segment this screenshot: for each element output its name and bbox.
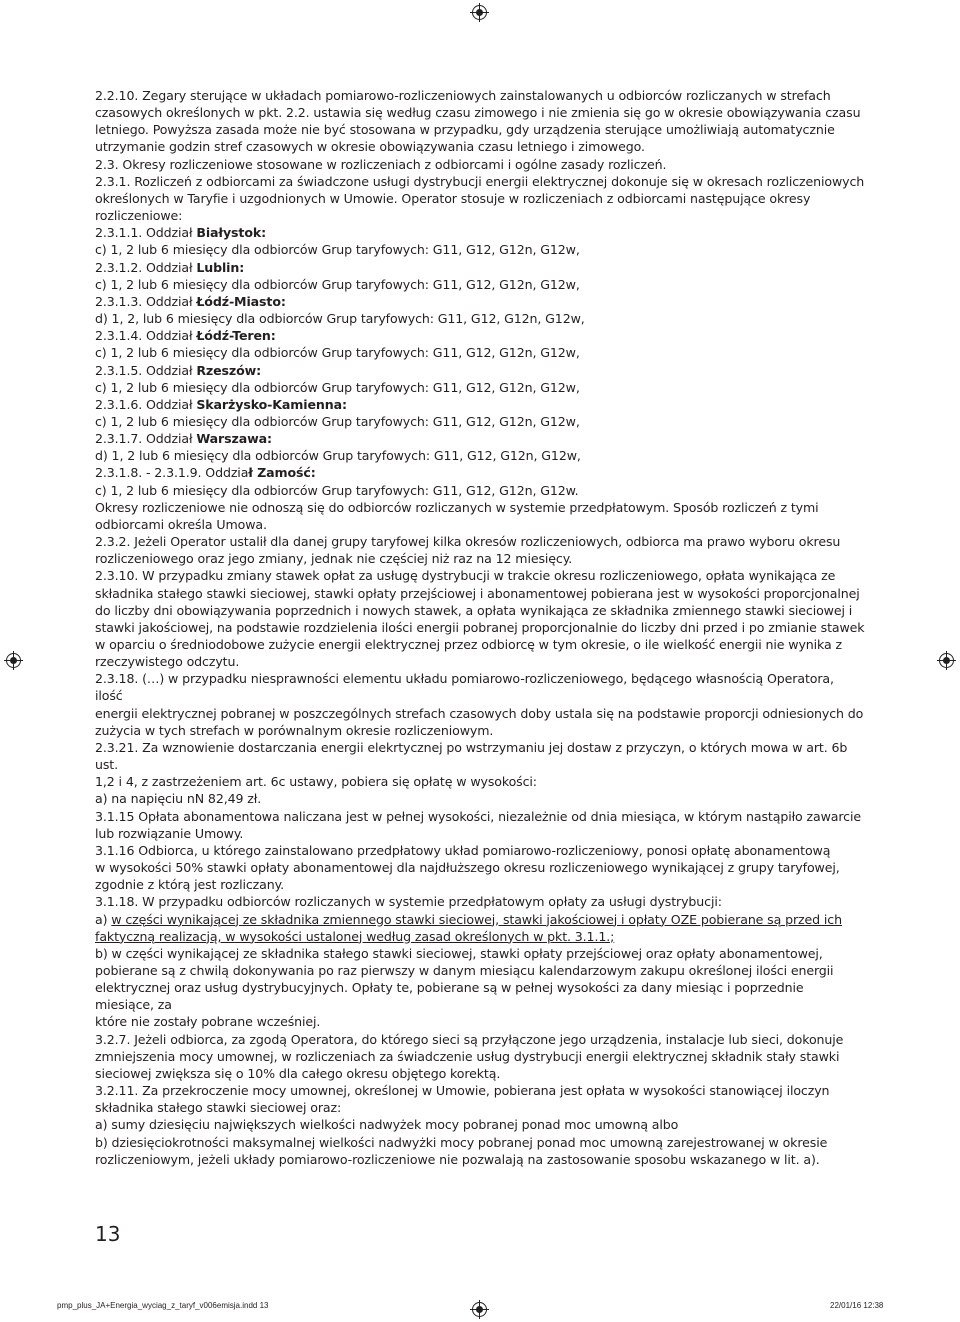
- text-segment: określonych w Taryfie i uzgodnionych w Umowie. Operator stosuje w rozliczeniach z odbiorcami następujące okresy: [95, 190, 811, 206]
- text-line: [95, 636, 865, 653]
- branch-name: Łódź-Teren:: [196, 328, 276, 344]
- text-line: [95, 207, 865, 224]
- text-segment: lub rozwiązanie Umowy.: [95, 825, 244, 841]
- text-segment: a) na napięciu nN 82,49 zł.: [95, 791, 262, 807]
- text-line: [95, 1031, 865, 1048]
- text-segment: rozliczeniowe:: [95, 208, 183, 224]
- text-segment: stawki jakościowej, na podstawie rozdzielenia ilości energii pobranej proporcjonalnie do liczby dni przed i po zmianie stawek: [95, 619, 865, 635]
- text-segment: 2.3.1.4. Oddział: [95, 328, 197, 344]
- text-segment: 2.3.1.7. Oddział: [95, 431, 197, 447]
- text-line: [95, 567, 865, 584]
- text-segment: c) 1, 2 lub 6 miesięcy dla odbiorców Grup taryfowych: G11, G12, G12n, G12w,: [95, 413, 580, 429]
- branch-name: Warszawa:: [196, 431, 272, 447]
- text-segment: zmniejszenia mocy umownej, w rozliczeniach za świadczenie usług dystrybucji energii elektrycznej składnik stały stawki: [95, 1048, 840, 1064]
- text-line: [95, 396, 865, 413]
- text-line: [95, 121, 865, 138]
- text-line: [95, 344, 865, 361]
- registration-target-icon: [472, 5, 487, 20]
- text-line: [95, 808, 865, 825]
- text-segment: w części wynikającej ze składnika zmiennego stawki sieciowej, stawki jakościowej i opłaty OZE pobierane są przed ich: [111, 911, 842, 927]
- text-line: [95, 1082, 865, 1099]
- branch-name: ł Zamość:: [248, 465, 316, 481]
- text-segment: 2.2.10. Zegary sterujące w układach pomiarowo-rozliczeniowych zainstalowanych u odbiorców rozliczanych w strefach: [95, 88, 831, 103]
- text-segment: zużycia w tych strefach w porównalnym okresie rozliczeniowym.: [95, 722, 494, 738]
- text-segment: utrzymanie godzin stref czasowych w okresie obowiązywania czasu letniego i zimowego.: [95, 139, 645, 155]
- text-segment: faktyczną realizacją, w wysokości ustalonej według zasad określonych w pkt. 3.1.1.;: [95, 928, 615, 944]
- text-line: [95, 516, 865, 533]
- slug-timestamp: 22/01/16 12:38: [830, 1301, 884, 1310]
- text-line: [95, 825, 865, 842]
- text-segment: 2.3.1.8. - 2.3.1.9. Oddzia: [95, 465, 249, 481]
- text-segment: które nie zostały pobrane wcześniej.: [95, 1014, 321, 1030]
- text-line: [95, 790, 865, 807]
- text-segment: zgodnie z którą jest rozliczany.: [95, 877, 285, 893]
- text-line: [95, 1048, 865, 1065]
- text-line: [95, 362, 865, 379]
- text-line: [95, 464, 865, 481]
- text-segment: 2.3.1.6. Oddział: [95, 396, 197, 412]
- text-line: [95, 379, 865, 396]
- text-segment: c) 1, 2 lub 6 miesięcy dla odbiorców Grup taryfowych: G11, G12, G12n, G12w,: [95, 379, 580, 395]
- registration-target-icon: [939, 653, 954, 668]
- text-line: [95, 739, 865, 773]
- text-segment: c) 1, 2 lub 6 miesięcy dla odbiorców Grup taryfowych: G11, G12, G12n, G12w.: [95, 482, 579, 498]
- text-segment: odbiorcami określa Umowa.: [95, 516, 267, 532]
- text-segment: w oparciu o średniodobowe zużycie energii elektrycznej przez odbiorcę w tym okresie, o ile wielkość energii nie wynika z: [95, 637, 842, 652]
- text-line: [95, 413, 865, 430]
- text-line: [95, 1013, 865, 1030]
- text-segment: b) dziesięciokrotności maksymalnej wielkości nadwyżki mocy pobranej ponad moc umowną zarejestrowanej w okresie: [95, 1134, 828, 1150]
- registration-target-icon: [472, 1302, 487, 1317]
- text-segment: 3.2.7. Jeżeli odbiorca, za zgodą Operatora, do którego sieci są przyłączone jego urządzenia, instalacje lub sieci, dokonuje: [95, 1031, 844, 1047]
- branch-name: Skarżysko-Kamienna:: [196, 396, 347, 412]
- text-segment: 2.3.21. Za wznowienie dostarczania energii elekrtycznej po wstrzymaniu jej dostaw z przyczyn, o których mowa w art. 6b ust.: [95, 739, 848, 773]
- text-line: [95, 911, 865, 928]
- text-line: [95, 773, 865, 790]
- text-segment: a) sumy dziesięciu największych wielkości nadwyżek mocy pobranej ponad moc umowną albo: [95, 1117, 679, 1133]
- text-segment: 2.3.1.3. Oddział: [95, 293, 197, 309]
- text-line: [95, 224, 865, 241]
- text-segment: rozliczeniowego oraz jego zmiany, jednak nie częściej niż raz na 12 miesięcy.: [95, 551, 573, 567]
- text-segment: 2.3.1.5. Oddział: [95, 362, 197, 378]
- text-line: [95, 138, 865, 155]
- text-line: [95, 1134, 865, 1151]
- text-segment: 2.3.2. Jeżeli Operator ustalił dla danej grupy taryfowej kilka okresów rozliczeniowych, odbiorca ma prawo wyboru okresu: [95, 534, 841, 550]
- text-line: [95, 327, 865, 344]
- text-line: [95, 499, 865, 516]
- text-segment: sieciowej zwiększa się o 10% dla całego okresu objętego korektą.: [95, 1065, 501, 1081]
- text-segment: 2.3.1. Rozliczeń z odbiorcami za świadczone usługi dystrybucji energii elektrycznej dokonuje się w okresach rozliczeniowych: [95, 173, 865, 189]
- text-segment: d) 1, 2 lub 6 miesięcy dla odbiorców Grup taryfowych: G11, G12, G12n, G12w,: [95, 448, 581, 464]
- text-line: [95, 585, 865, 602]
- document-body: [95, 87, 865, 1168]
- text-segment: rzeczywistego odczytu.: [95, 654, 240, 670]
- text-line: [95, 447, 865, 464]
- text-segment: w wysokości 50% stawki opłaty abonamentowej dla najdłuższego okresu rozliczeniowego wynikającej z grupy taryfowej,: [95, 860, 840, 876]
- text-line: [95, 722, 865, 739]
- text-line: [95, 1099, 865, 1116]
- text-line: [95, 156, 865, 173]
- text-line: [95, 1116, 865, 1133]
- text-line: [95, 619, 865, 636]
- text-segment: Okresy rozliczeniowe nie odnoszą się do odbiorców rozliczanych w systemie przedpłatowym. Sposób rozliczeń z tymi: [95, 499, 819, 515]
- text-line: [95, 104, 865, 121]
- text-line: [95, 293, 865, 310]
- text-segment: rozliczeniowym, jeżeli układy pomiarowo-rozliczeniowe nie pozwalają na zastosowanie sposobu wskazanego w lit. a).: [95, 1151, 820, 1167]
- branch-name: Lublin:: [196, 259, 245, 275]
- text-segment: 3.2.11. Za przekroczenie mocy umownej, określonej w Umowie, pobierana jest opłata w wysokości stanowiącej iloczyn: [95, 1083, 830, 1099]
- text-line: [95, 962, 865, 979]
- text-segment: 2.3.18. (…) w przypadku niesprawności elementu układu pomiarowo-rozliczeniowego, będącego własnością Operatora, ilość: [95, 671, 834, 704]
- text-segment: czasowych określonych w pkt. 2.2. ustawia się według czasu zimowego i nie zmienia się go w okresie obowiązywania czasu: [95, 105, 861, 121]
- text-segment: 3.1.18. W przypadku odbiorców rozliczanych w systemie przedpłatowym opłaty za usługi dystrybucji:: [95, 894, 722, 910]
- text-segment: składnika stałego stawki sieciowej, stawki opłaty przejściowej i abonamentowej pobierana jest w wysokości proporcjonalnej: [95, 585, 860, 601]
- text-line: [95, 670, 865, 704]
- text-line: [95, 241, 865, 258]
- text-line: [95, 842, 865, 859]
- text-line: [95, 310, 865, 327]
- registration-target-icon: [6, 653, 21, 668]
- text-line: [95, 859, 865, 876]
- page-number: 13: [95, 1222, 121, 1246]
- text-segment: c) 1, 2 lub 6 miesięcy dla odbiorców Grup taryfowych: G11, G12, G12n, G12w,: [95, 276, 580, 292]
- text-segment: elektrycznej oraz usług dystrybucyjnych. Opłaty te, pobierane są w pełnej wysokości za dany miesiąc i poprzednie miesiące, za: [95, 980, 804, 1013]
- text-line: [95, 190, 865, 207]
- branch-name: Białystok:: [196, 225, 267, 241]
- text-segment: 2.3.1.2. Oddział: [95, 259, 197, 275]
- text-segment: 3.1.15 Opłata abonamentowa naliczana jest w pełnej wysokości, niezależnie od dnia miesiąca, w którym nastąpiło zawarcie: [95, 808, 861, 824]
- text-segment: do liczby dni obowiązywania poprzednich i nowych stawek, a opłata wynikająca ze składnika zmiennego stawki sieciowej i: [95, 602, 853, 618]
- text-line: [95, 550, 865, 567]
- slug-filename: pmp_plus_JA+Energia_wyciag_z_taryf_v006emisja.indd 13: [57, 1301, 269, 1310]
- text-line: [95, 1065, 865, 1082]
- text-segment: a): [95, 911, 112, 927]
- text-segment: 3.1.16 Odbiorca, u którego zainstalowano przedpłatowy układ pomiarowo-rozliczeniowy, ponosi opłatę abonamentową: [95, 842, 831, 858]
- text-line: [95, 928, 865, 945]
- text-line: [95, 705, 865, 722]
- text-segment: c) 1, 2 lub 6 miesięcy dla odbiorców Grup taryfowych: G11, G12, G12n, G12w,: [95, 345, 580, 361]
- text-line: [95, 173, 865, 190]
- text-line: [95, 653, 865, 670]
- text-segment: 1,2 i 4, z zastrzeżeniem art. 6c ustawy, pobiera się opłatę w wysokości:: [95, 774, 537, 790]
- text-segment: b) w części wynikającej ze składnika stałego stawki sieciowej, stawki opłaty przejściowej oraz opłaty abonamentowej,: [95, 945, 823, 961]
- text-line: [95, 259, 865, 276]
- text-segment: składnika stałego stawki sieciowej oraz:: [95, 1100, 342, 1116]
- text-segment: d) 1, 2, lub 6 miesięcy dla odbiorców Grup taryfowych: G11, G12, G12n, G12w,: [95, 311, 585, 327]
- text-line: [95, 87, 865, 104]
- text-line: [95, 1151, 865, 1168]
- text-segment: pobierane są z chwilą dokonywania po raz pierwszy w danym miesiącu kalendarzowym zakupu określonej ilości energii: [95, 962, 834, 978]
- text-segment: energii elektrycznej pobranej w poszczególnych strefach czasowych doby ustala się na podstawie proporcji odniesionych do: [95, 705, 864, 721]
- text-segment: letniego. Powyższa zasada może nie być stosowana w przypadku, gdy urządzenia sterujące umożliwiają automatycznie: [95, 122, 835, 138]
- text-segment: c) 1, 2 lub 6 miesięcy dla odbiorców Grup taryfowych: G11, G12, G12n, G12w,: [95, 242, 580, 258]
- branch-name: Rzeszów:: [196, 362, 262, 378]
- branch-name: Łódź-Miasto:: [196, 293, 286, 309]
- text-line: [95, 533, 865, 550]
- text-line: [95, 602, 865, 619]
- text-line: [95, 430, 865, 447]
- text-line: [95, 276, 865, 293]
- text-line: [95, 945, 865, 962]
- text-segment: 2.3.10. W przypadku zmiany stawek opłat za usługę dystrybucji w trakcie okresu rozliczeniowego, opłata wynikająca ze: [95, 568, 836, 584]
- text-line: [95, 876, 865, 893]
- text-segment: 2.3.1.1. Oddział: [95, 225, 197, 241]
- text-segment: 2.3. Okresy rozliczeniowe stosowane w rozliczeniach z odbiorcami i ogólne zasady rozliczeń.: [95, 156, 667, 172]
- text-line: [95, 482, 865, 499]
- text-line: [95, 979, 865, 1013]
- text-line: [95, 893, 865, 910]
